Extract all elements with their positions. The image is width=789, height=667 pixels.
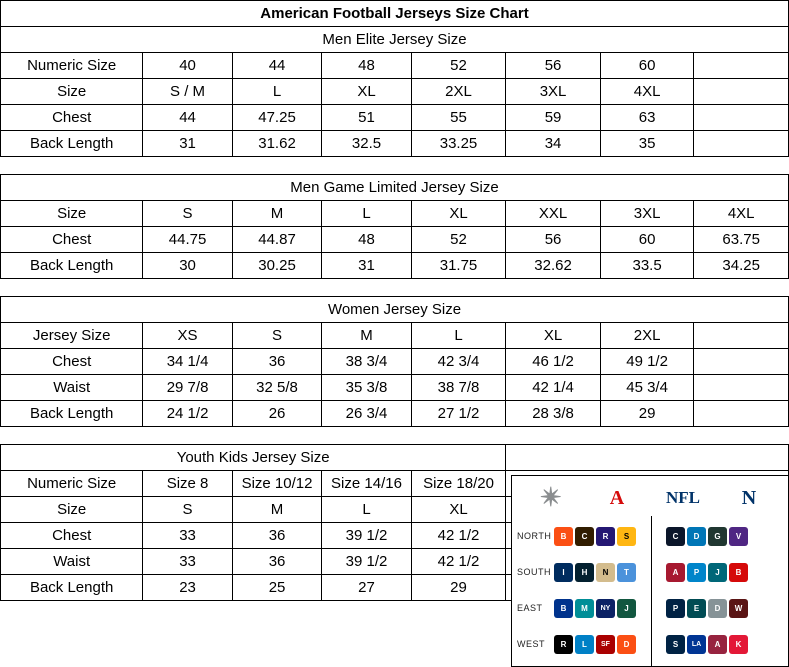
cell: 46 1/2 (506, 349, 601, 375)
cell: 32.5 (322, 131, 411, 157)
table-row (1, 349, 789, 375)
division-label: EAST (517, 603, 543, 613)
cell: M (232, 497, 321, 523)
cell-empty (694, 79, 789, 105)
team-logo-saints: N (596, 563, 615, 582)
cell: M (232, 201, 321, 227)
afc-team-group (554, 527, 666, 546)
cell: 39 1/2 (322, 523, 411, 549)
cell: 44.87 (232, 227, 321, 253)
cell: 3XL (600, 201, 694, 227)
row-label: Back Length (1, 401, 143, 427)
conference-logos-row (512, 476, 788, 518)
cell: 31.62 (232, 131, 321, 157)
cell: 28 3/8 (506, 401, 601, 427)
section-heading-row (1, 445, 789, 471)
cell: 34 (506, 131, 601, 157)
cell: XL (322, 79, 411, 105)
cell: 35 3/8 (322, 375, 411, 401)
division-row-east (512, 590, 788, 626)
cell: S (143, 201, 232, 227)
cell: 29 7/8 (143, 375, 232, 401)
team-logo-commanders: W (729, 599, 748, 618)
cell: 33.25 (411, 131, 506, 157)
table-row (1, 131, 789, 157)
cell: 52 (411, 53, 506, 79)
team-logo-dolphins: M (575, 599, 594, 618)
team-logo-giants: NY (596, 599, 615, 618)
cell-empty (694, 401, 789, 427)
row-label: Back Length (1, 131, 143, 157)
cell-empty (694, 349, 789, 375)
nfc-team-group (666, 599, 778, 618)
cell: 27 (322, 575, 411, 601)
cell: 60 (600, 53, 694, 79)
section-heading-men-elite: Men Elite Jersey Size (1, 27, 789, 53)
table-row (1, 375, 789, 401)
row-label: Numeric Size (1, 471, 143, 497)
section-heading-row (1, 297, 789, 323)
cell: 40 (143, 53, 232, 79)
cell: 25 (232, 575, 321, 601)
cell: 32 5/8 (232, 375, 321, 401)
cell: 52 (411, 227, 506, 253)
division-label: NORTH (517, 531, 552, 541)
table-row (1, 201, 789, 227)
cell: 63.75 (694, 227, 789, 253)
cell: XL (411, 497, 506, 523)
nfl-teams-panel (511, 475, 789, 667)
cell: XXL (506, 201, 601, 227)
cell: 31.75 (411, 253, 506, 279)
cell: 31 (143, 131, 232, 157)
team-logo-jets: J (617, 599, 636, 618)
team-logo-falcons: A (666, 563, 685, 582)
cell: 30 (143, 253, 232, 279)
table-row (1, 79, 789, 105)
team-logo-panthers: P (687, 563, 706, 582)
row-label: Back Length (1, 253, 143, 279)
row-label: Chest (1, 227, 143, 253)
cell-empty (694, 105, 789, 131)
team-logo-ravens: R (596, 527, 615, 546)
team-logo-bengals: B (554, 527, 573, 546)
cell: 26 (232, 401, 321, 427)
team-logo-cowboys: D (708, 599, 727, 618)
cell: 45 3/4 (600, 375, 694, 401)
cell: XL (506, 323, 601, 349)
cell: 33 (143, 549, 232, 575)
cell: 3XL (506, 79, 601, 105)
star-logo-icon: ✴ (540, 483, 562, 512)
team-logo-vikings: V (729, 527, 748, 546)
section-gap (1, 157, 789, 175)
row-label: Size (1, 201, 143, 227)
row-label: Size (1, 497, 143, 523)
cell: L (322, 201, 411, 227)
cell: 29 (600, 401, 694, 427)
cell: 60 (600, 227, 694, 253)
cell: XS (143, 323, 232, 349)
cell: 42 3/4 (411, 349, 506, 375)
cell: 44 (143, 105, 232, 131)
team-logo-chiefs: K (729, 635, 748, 654)
cell: 33.5 (600, 253, 694, 279)
cell-empty (694, 53, 789, 79)
panel-divider (651, 516, 652, 666)
cell: XL (411, 201, 506, 227)
cell: 34 1/4 (143, 349, 232, 375)
row-label: Numeric Size (1, 53, 143, 79)
division-row-north (512, 518, 788, 554)
team-logo-packers: G (708, 527, 727, 546)
team-logo-steelers: S (617, 527, 636, 546)
team-logo-rams: LA (687, 635, 706, 654)
cell: Size 14/16 (322, 471, 411, 497)
row-label: Back Length (1, 575, 143, 601)
cell: 36 (232, 549, 321, 575)
cell: 30.25 (232, 253, 321, 279)
title-row (1, 1, 789, 27)
team-logo-bills: B (554, 599, 573, 618)
row-label: Waist (1, 375, 143, 401)
afc-logo-icon: A (609, 486, 625, 509)
team-logo-eagles: E (687, 599, 706, 618)
cell: 38 7/8 (411, 375, 506, 401)
cell: Size 8 (143, 471, 232, 497)
row-label: Jersey Size (1, 323, 143, 349)
cell-empty (694, 375, 789, 401)
team-logo-bears: C (666, 527, 685, 546)
cell: 34.25 (694, 253, 789, 279)
cell: 26 3/4 (322, 401, 411, 427)
section-gap (1, 427, 789, 445)
row-label: Chest (1, 349, 143, 375)
team-logo-chargers: L (575, 635, 594, 654)
row-label: Chest (1, 523, 143, 549)
section-heading-women: Women Jersey Size (1, 297, 789, 323)
cell: 49 1/2 (600, 349, 694, 375)
row-label: Waist (1, 549, 143, 575)
table-row (1, 105, 789, 131)
team-logo-lions: D (687, 527, 706, 546)
nfc-logo-icon: N (741, 486, 757, 509)
cell: 32.62 (506, 253, 601, 279)
cell: 42 1/4 (506, 375, 601, 401)
cell: 42 1/2 (411, 549, 506, 575)
afc-team-group (554, 563, 666, 582)
cell: 23 (143, 575, 232, 601)
cell-empty (694, 131, 789, 157)
cell: 2XL (411, 79, 506, 105)
nfc-team-group (666, 527, 778, 546)
cell: 56 (506, 227, 601, 253)
cell: 36 (232, 523, 321, 549)
cell: 31 (322, 253, 411, 279)
cell: 63 (600, 105, 694, 131)
page-title: American Football Jerseys Size Chart (1, 1, 789, 27)
cell: S (143, 497, 232, 523)
division-row-south (512, 554, 788, 590)
cell-empty (694, 323, 789, 349)
cell: 2XL (600, 323, 694, 349)
team-logo-cardinals: A (708, 635, 727, 654)
nfc-team-group (666, 563, 778, 582)
cell: L (322, 497, 411, 523)
cell: 48 (322, 227, 411, 253)
cell: 33 (143, 523, 232, 549)
row-label: Chest (1, 105, 143, 131)
section-heading-row (1, 27, 789, 53)
section-heading-row (1, 175, 789, 201)
team-logo-broncos: D (617, 635, 636, 654)
cell: 48 (322, 53, 411, 79)
afc-team-group (554, 599, 666, 618)
cell: 59 (506, 105, 601, 131)
cell: L (411, 323, 506, 349)
cell: S (232, 323, 321, 349)
table-row (1, 227, 789, 253)
division-label: SOUTH (517, 567, 551, 577)
team-logo-49ers: SF (596, 635, 615, 654)
division-row-west (512, 626, 788, 662)
cell: M (322, 323, 411, 349)
cell: 38 3/4 (322, 349, 411, 375)
afc-team-group (554, 635, 666, 654)
cell: S / M (143, 79, 232, 105)
cell: 29 (411, 575, 506, 601)
cell: 35 (600, 131, 694, 157)
table-row (1, 323, 789, 349)
cell: 24 1/2 (143, 401, 232, 427)
cell: 4XL (600, 79, 694, 105)
cell: 4XL (694, 201, 789, 227)
cell: 42 1/2 (411, 523, 506, 549)
cell: 56 (506, 53, 601, 79)
team-logo-colts: I (554, 563, 573, 582)
cell: 51 (322, 105, 411, 131)
row-label: Size (1, 79, 143, 105)
team-logo-titans: T (617, 563, 636, 582)
cell: 55 (411, 105, 506, 131)
nfc-team-group (666, 635, 778, 654)
table-row (1, 401, 789, 427)
team-logo-jaguars: J (708, 563, 727, 582)
cell: Size 18/20 (411, 471, 506, 497)
division-label: WEST (517, 639, 545, 649)
team-logo-buccaneers: B (729, 563, 748, 582)
section-heading-youth-kids: Youth Kids Jersey Size (1, 445, 506, 471)
cell: 47.25 (232, 105, 321, 131)
cell: Size 10/12 (232, 471, 321, 497)
nfl-shield-logo-icon: NFL (666, 488, 700, 507)
cell: 39 1/2 (322, 549, 411, 575)
cell: 27 1/2 (411, 401, 506, 427)
cell: 44.75 (143, 227, 232, 253)
section-heading-men-game-limited: Men Game Limited Jersey Size (1, 175, 789, 201)
table-row (1, 53, 789, 79)
cell: 44 (232, 53, 321, 79)
table-row (1, 253, 789, 279)
team-logo-browns: C (575, 527, 594, 546)
cell: L (232, 79, 321, 105)
team-logo-patriots: P (666, 599, 685, 618)
cell: 36 (232, 349, 321, 375)
team-logo-texans: H (575, 563, 594, 582)
section-gap (1, 279, 789, 297)
team-logo-raiders: R (554, 635, 573, 654)
team-logo-seahawks: S (666, 635, 685, 654)
